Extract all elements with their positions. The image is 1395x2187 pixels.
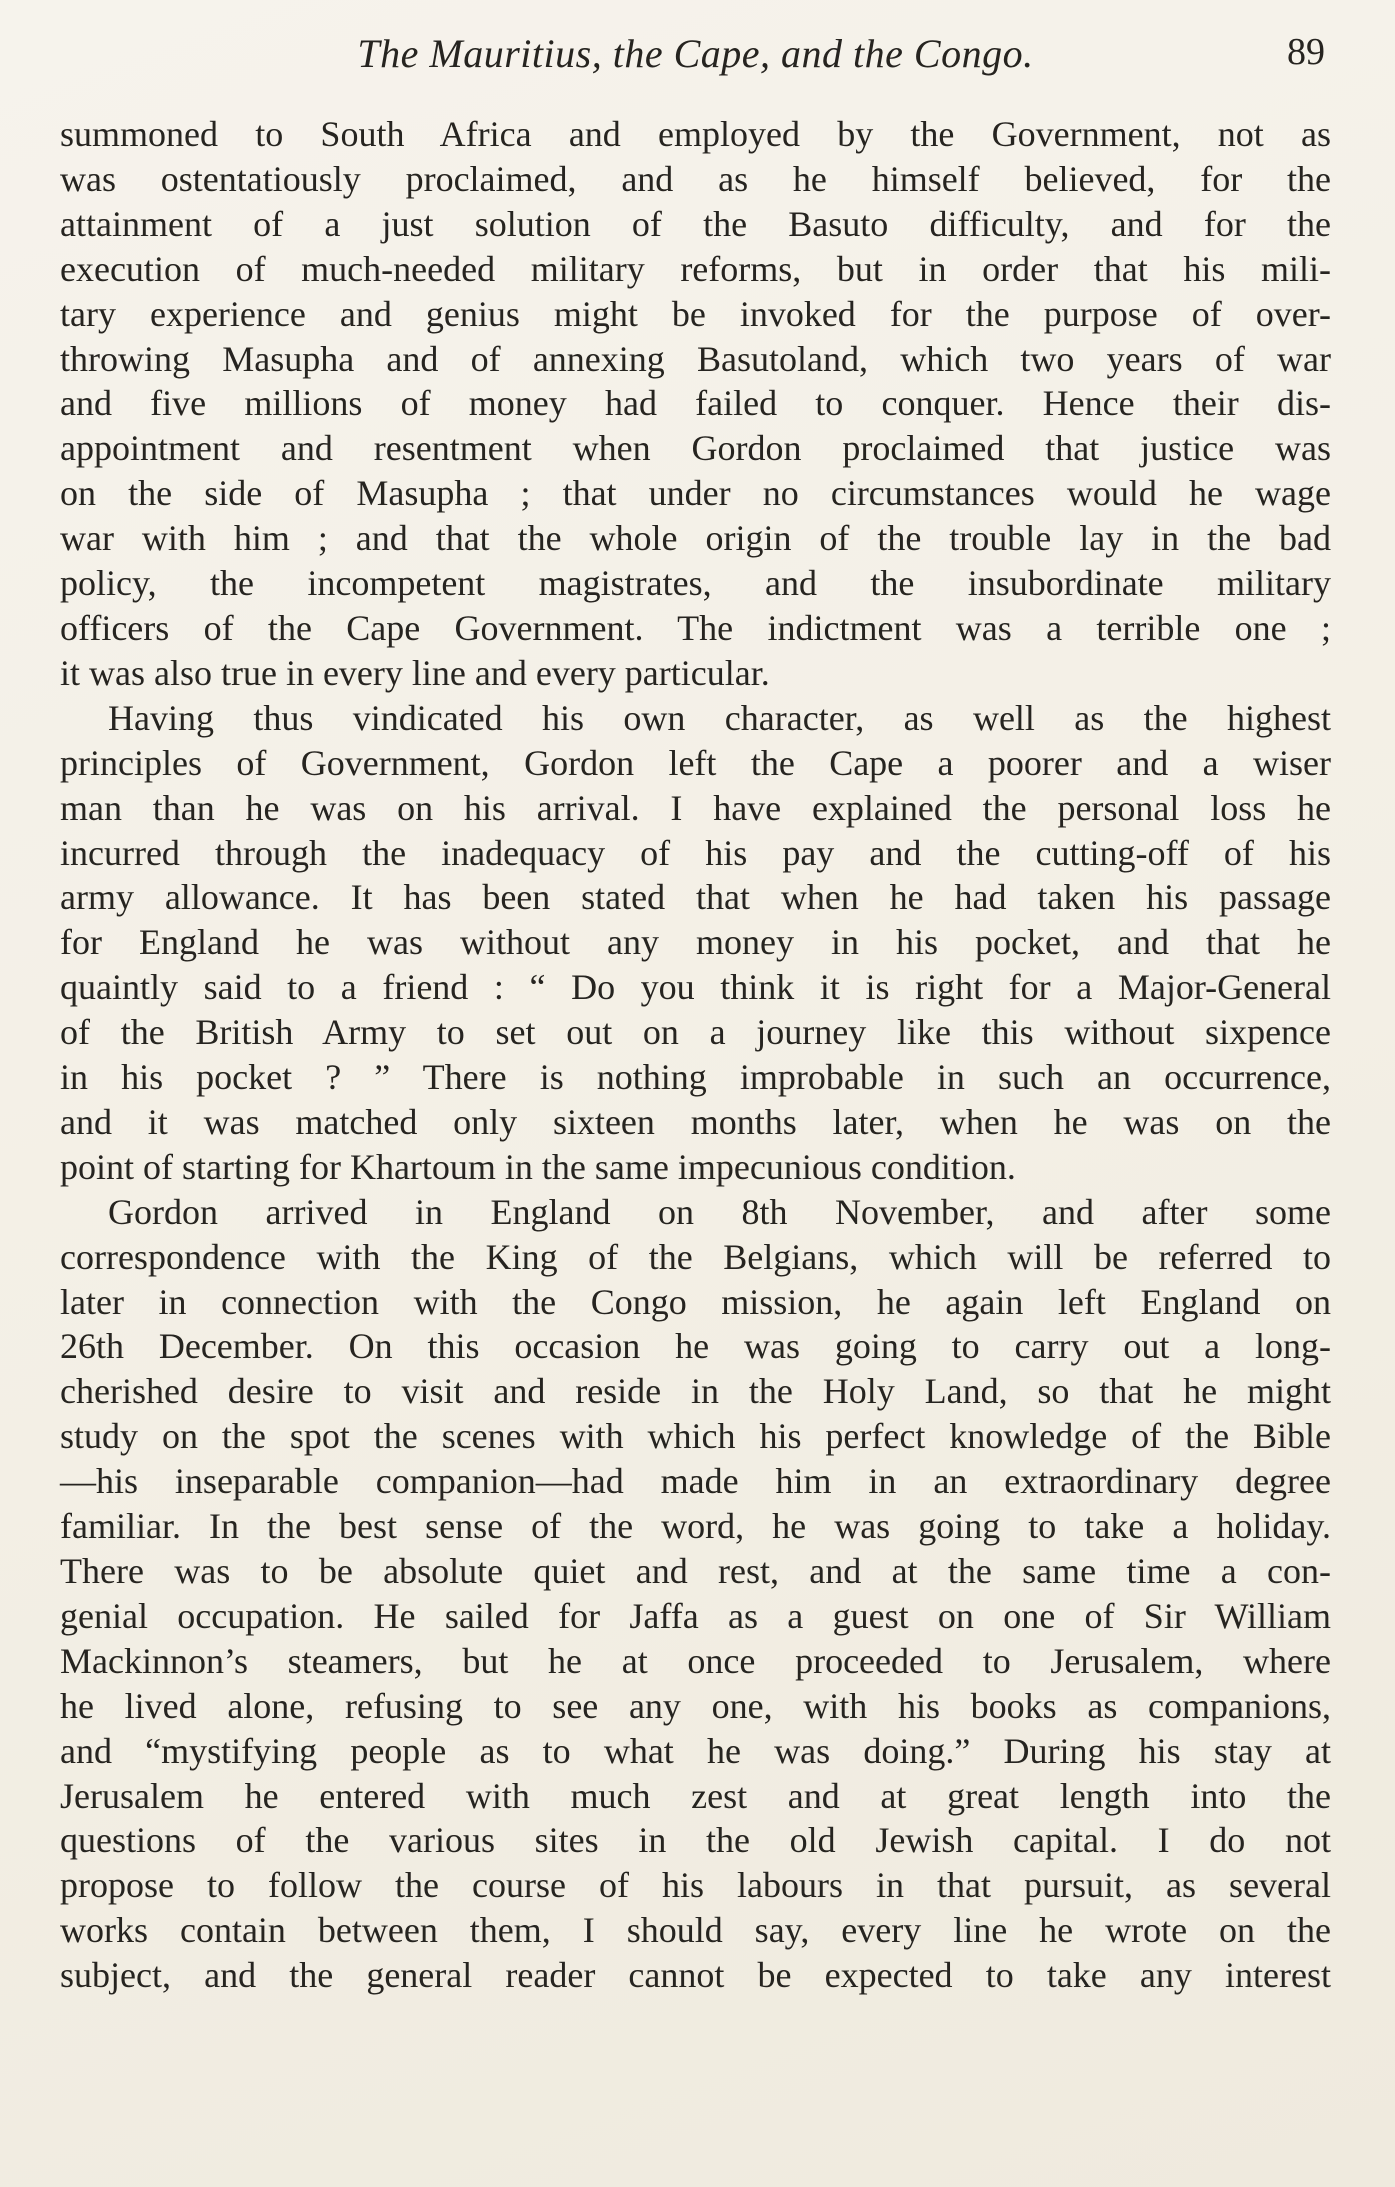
- text-line: quaintly said to a friend : “ Do you think it is right for a Major-General: [60, 967, 1331, 1008]
- text-line: Having thus vindicated his own character, as well as the highest: [108, 697, 1331, 738]
- text-line: genial occupation. He sailed for Jaffa as a guest on one of Sir William: [60, 1595, 1331, 1636]
- text-line: propose to follow the course of his labours in that pursuit, as several: [60, 1865, 1331, 1906]
- text-line: —his inseparable companion—had made him in an extraordinary degree: [60, 1461, 1331, 1502]
- text-line: 26th December. On this occasion he was going to carry out a long-: [60, 1326, 1331, 1367]
- text-line: and “mystifying people as to what he was doing.” During his stay at: [60, 1730, 1331, 1771]
- text-line: There was to be absolute quiet and rest, and at the same time a con-: [60, 1551, 1331, 1591]
- running-title: The Mauritius, the Cape, and the Congo.: [357, 31, 1034, 76]
- text-line: attainment of a just solution of the Basuto difficulty, and for the: [60, 203, 1331, 244]
- text-line: man than he was on his arrival. I have explained the personal loss he: [60, 787, 1331, 828]
- text-line: throwing Masupha and of annexing Basutoland, which two years of war: [60, 338, 1331, 379]
- text-line: in his pocket ? ” There is nothing improbable in such an occurrence,: [60, 1057, 1331, 1098]
- text-line: study on the spot the scenes with which his perfect knowledge of the Bible: [60, 1416, 1331, 1457]
- text-line: execution of much-needed military reforms, but in order that his mili-: [60, 248, 1331, 289]
- text-line: policy, the incompetent magistrates, and the insubordinate military: [60, 563, 1331, 604]
- text-line: familiar. In the best sense of the word, he was going to take a holiday.: [60, 1506, 1331, 1547]
- text-line: and it was matched only sixteen months later, when he was on the: [60, 1101, 1331, 1142]
- text-line: correspondence with the King of the Belgians, which will be referred to: [60, 1236, 1331, 1277]
- text-line: Mackinnon’s steamers, but he at once proceeded to Jerusalem, where: [60, 1640, 1331, 1681]
- text-line: subject, and the general reader cannot be expected to take any interest: [60, 1955, 1331, 1996]
- text-line: principles of Government, Gordon left the Cape a poorer and a wiser: [60, 742, 1331, 783]
- text-line: appointment and resentment when Gordon proclaimed that justice was: [60, 428, 1331, 469]
- text-line: war with him ; and that the whole origin of the trouble lay in the bad: [60, 518, 1331, 559]
- page-number: 89: [1287, 31, 1325, 73]
- text-line: Jerusalem he entered with much zest and at great length into the: [60, 1775, 1331, 1816]
- text-line: works contain between them, I should say, every line he wrote on the: [60, 1910, 1331, 1951]
- text-line: on the side of Masupha ; that under no circumstances would he wage: [60, 473, 1331, 514]
- text-line: officers of the Cape Government. The indictment was a terrible one ;: [60, 607, 1331, 648]
- text-line: summoned to South Africa and employed by the Government, not as: [60, 114, 1331, 154]
- text-line: for England he was without any money in his pocket, and that he: [60, 922, 1331, 963]
- text-line: of the British Army to set out on a journey like this without sixpence: [60, 1012, 1331, 1053]
- text-line: later in connection with the Congo mission, he again left England on: [60, 1281, 1331, 1322]
- text-line: Gordon arrived in England on 8th November, and after some: [108, 1191, 1331, 1232]
- page-body: [60, 112, 1331, 1998]
- text-line: cherished desire to visit and reside in the Holy Land, so that he might: [60, 1371, 1331, 1412]
- text-line: army allowance. It has been stated that when he had taken his passage: [60, 877, 1331, 918]
- text-line: questions of the various sites in the old Jewish capital. I do not: [60, 1820, 1331, 1861]
- text-line: was ostentatiously proclaimed, and as he himself believed, for the: [60, 158, 1331, 199]
- text-line: point of starting for Khartoum in the same impecunious condition.: [60, 1146, 1016, 1187]
- text-line: and five millions of money had failed to conquer. Hence their dis-: [60, 383, 1331, 424]
- page-header: [60, 30, 1331, 88]
- text-line: incurred through the inadequacy of his pay and the cutting-off of his: [60, 832, 1331, 873]
- text-line: it was also true in every line and every particular.: [60, 652, 770, 693]
- text-line: he lived alone, refusing to see any one, with his books as companions,: [60, 1685, 1331, 1726]
- text-line: tary experience and genius might be invoked for the purpose of over-: [60, 293, 1331, 334]
